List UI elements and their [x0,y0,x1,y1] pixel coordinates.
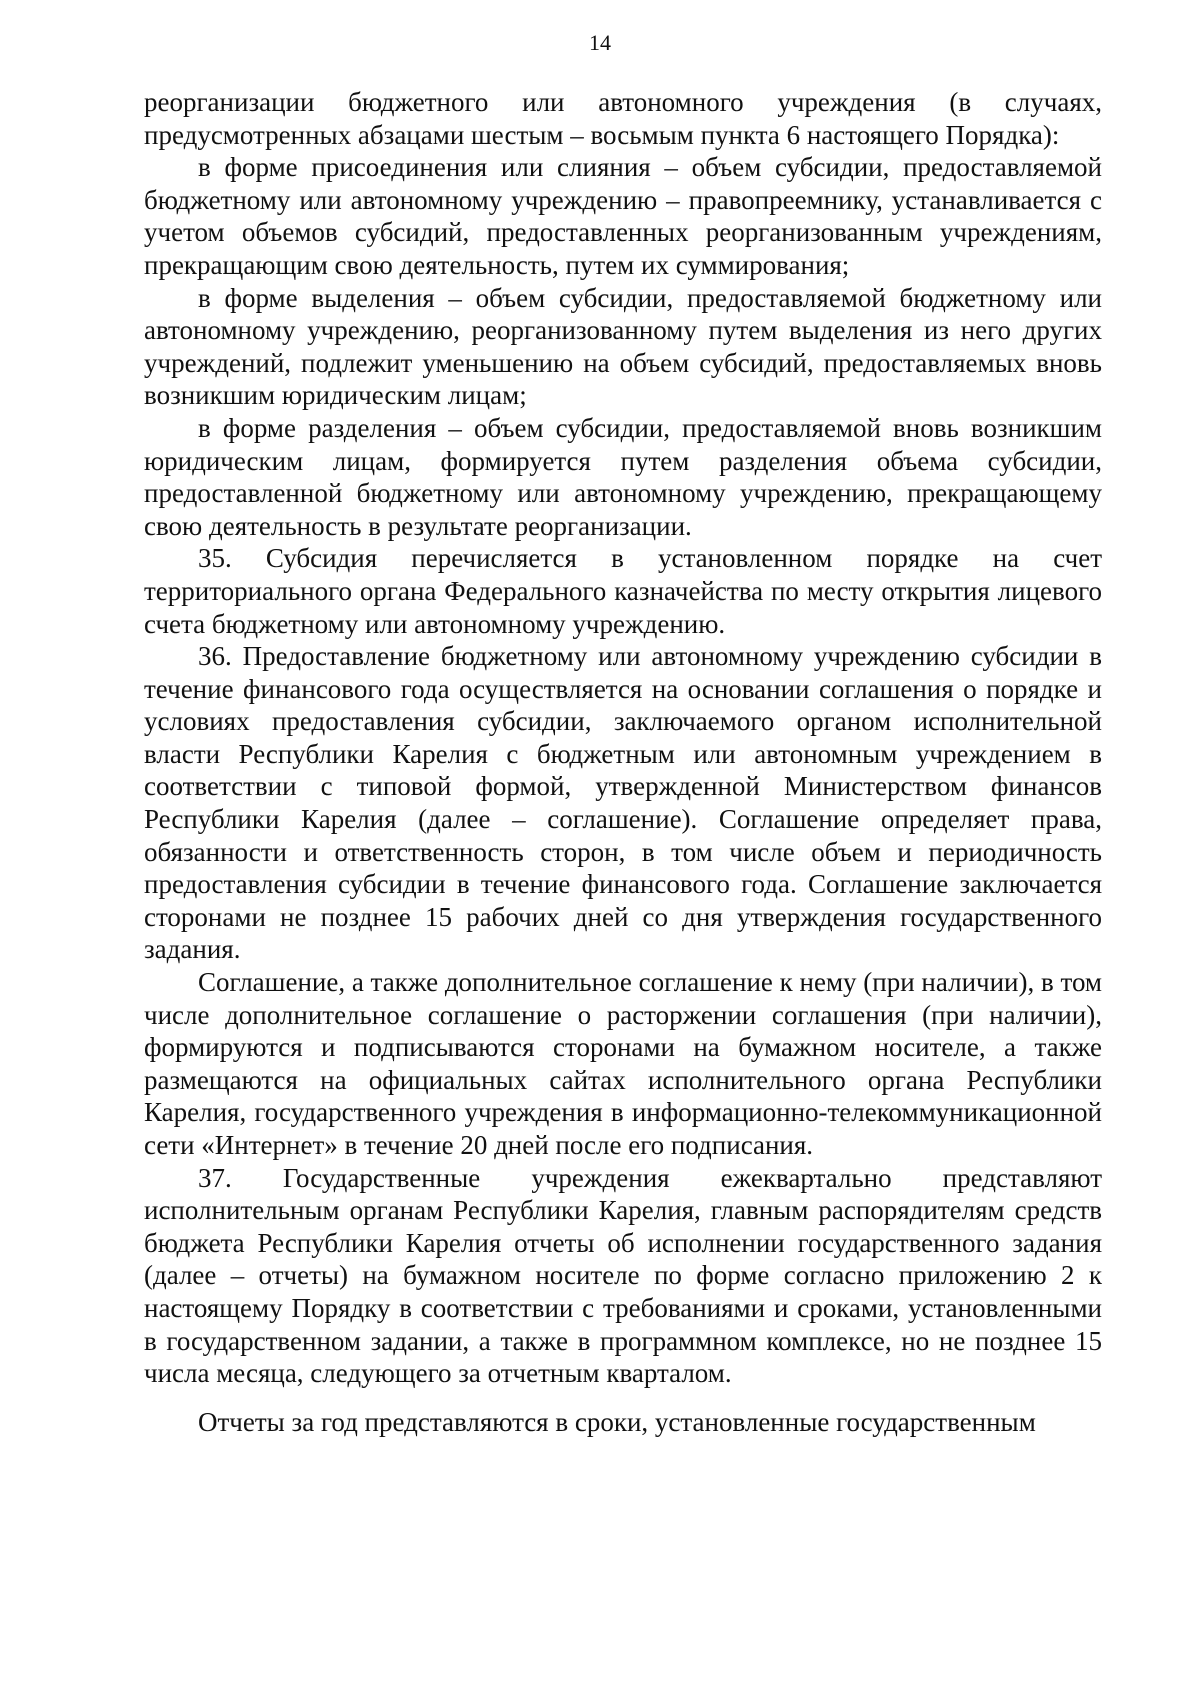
paragraph-annual-reports: Отчеты за год представляются в сроки, установленные государственным [198,1406,1036,1437]
page-number: 14 [589,30,611,55]
paragraph-division-form: в форме разделения – объем субсидии, предоставляемой вновь возникшим юридическим лицам, формируется путем разделения объема субсидии, предоставленной бюджетному или автономному учреждению, прекращающему свою деятельность в результате реорганизации. [144,412,1102,541]
paragraph-separation-form: в форме выделения – объем субсидии, предоставляемой бюджетному или автономному учреждению, реорганизованному путем выделения из него других учреждений, подлежит уменьшению на объем субсидий, предоставляемых вновь возникшим юридическим лицам; [144,282,1102,411]
paragraph-merger-form: в форме присоединения или слияния – объем субсидии, предоставляемой бюджетному или автономному учреждению – правопреемнику, устанавливается с учетом объемов субсидий, предоставленных реорганизованным учреждениям, прекращающим свою деятельность, путем их суммирования; [144,152,1102,280]
document-body [144,86,1102,1438]
paragraph-agreement: Соглашение, а также дополнительное соглашение к нему (при наличии), в том числе дополнительное соглашение о расторжении соглашения (при наличии), формируются и подписываются сторонами на бумажном носителе, а также размещаются на официальных сайтах исполнительного органа Республики Карелия, государственного учреждения в информационно-телекоммуникационной сети «Интернет» в течение 20 дней после его подписания. [144,967,1103,1160]
paragraph-clause-36: 36. Предоставление бюджетному или автономному учреждению субсидии в течение финансового года осуществляется на основании соглашения о порядке и условиях предоставления субсидии, заключаемого органом исполнительной власти Республики Карелия с бюджетным или автономным учреждением в соответствии с типовой формой, утвержденной Министерством финансов Республики Карелия (далее – соглашение). Соглашение определяет права, обязанности и ответственность сторон, в том числе объем и периодичность предоставления субсидии в течение финансового года. Соглашение заключается сторонами не позднее 15 рабочих дней со дня утверждения государственного задания. [144,641,1102,965]
paragraph-clause-37: 37. Государственные учреждения ежеквартально представляют исполнительным органам Республики Карелия, главным распорядителям средств бюджета Республики Карелия отчеты об исполнении государственного задания (далее – отчеты) на бумажном носителе по форме согласно приложению 2 к настоящему Порядку в соответствии с требованиями и сроками, установленными в государственном задании, а также в программном комплексе, но не позднее 15 числа месяца, следующего за отчетным кварталом. [144,1162,1102,1389]
paragraph-clause-35: 35. Субсидия перечисляется в установленном порядке на счет территориального органа Федерального казначейства по месту открытия лицевого счета бюджетному или автономному учреждению. [144,543,1102,639]
paragraph-reorganization-intro: реорганизации бюджетного или автономного учреждения (в случаях, предусмотренных абзацами шестым – восьмым пункта 6 настоящего Порядка): [144,87,1102,150]
